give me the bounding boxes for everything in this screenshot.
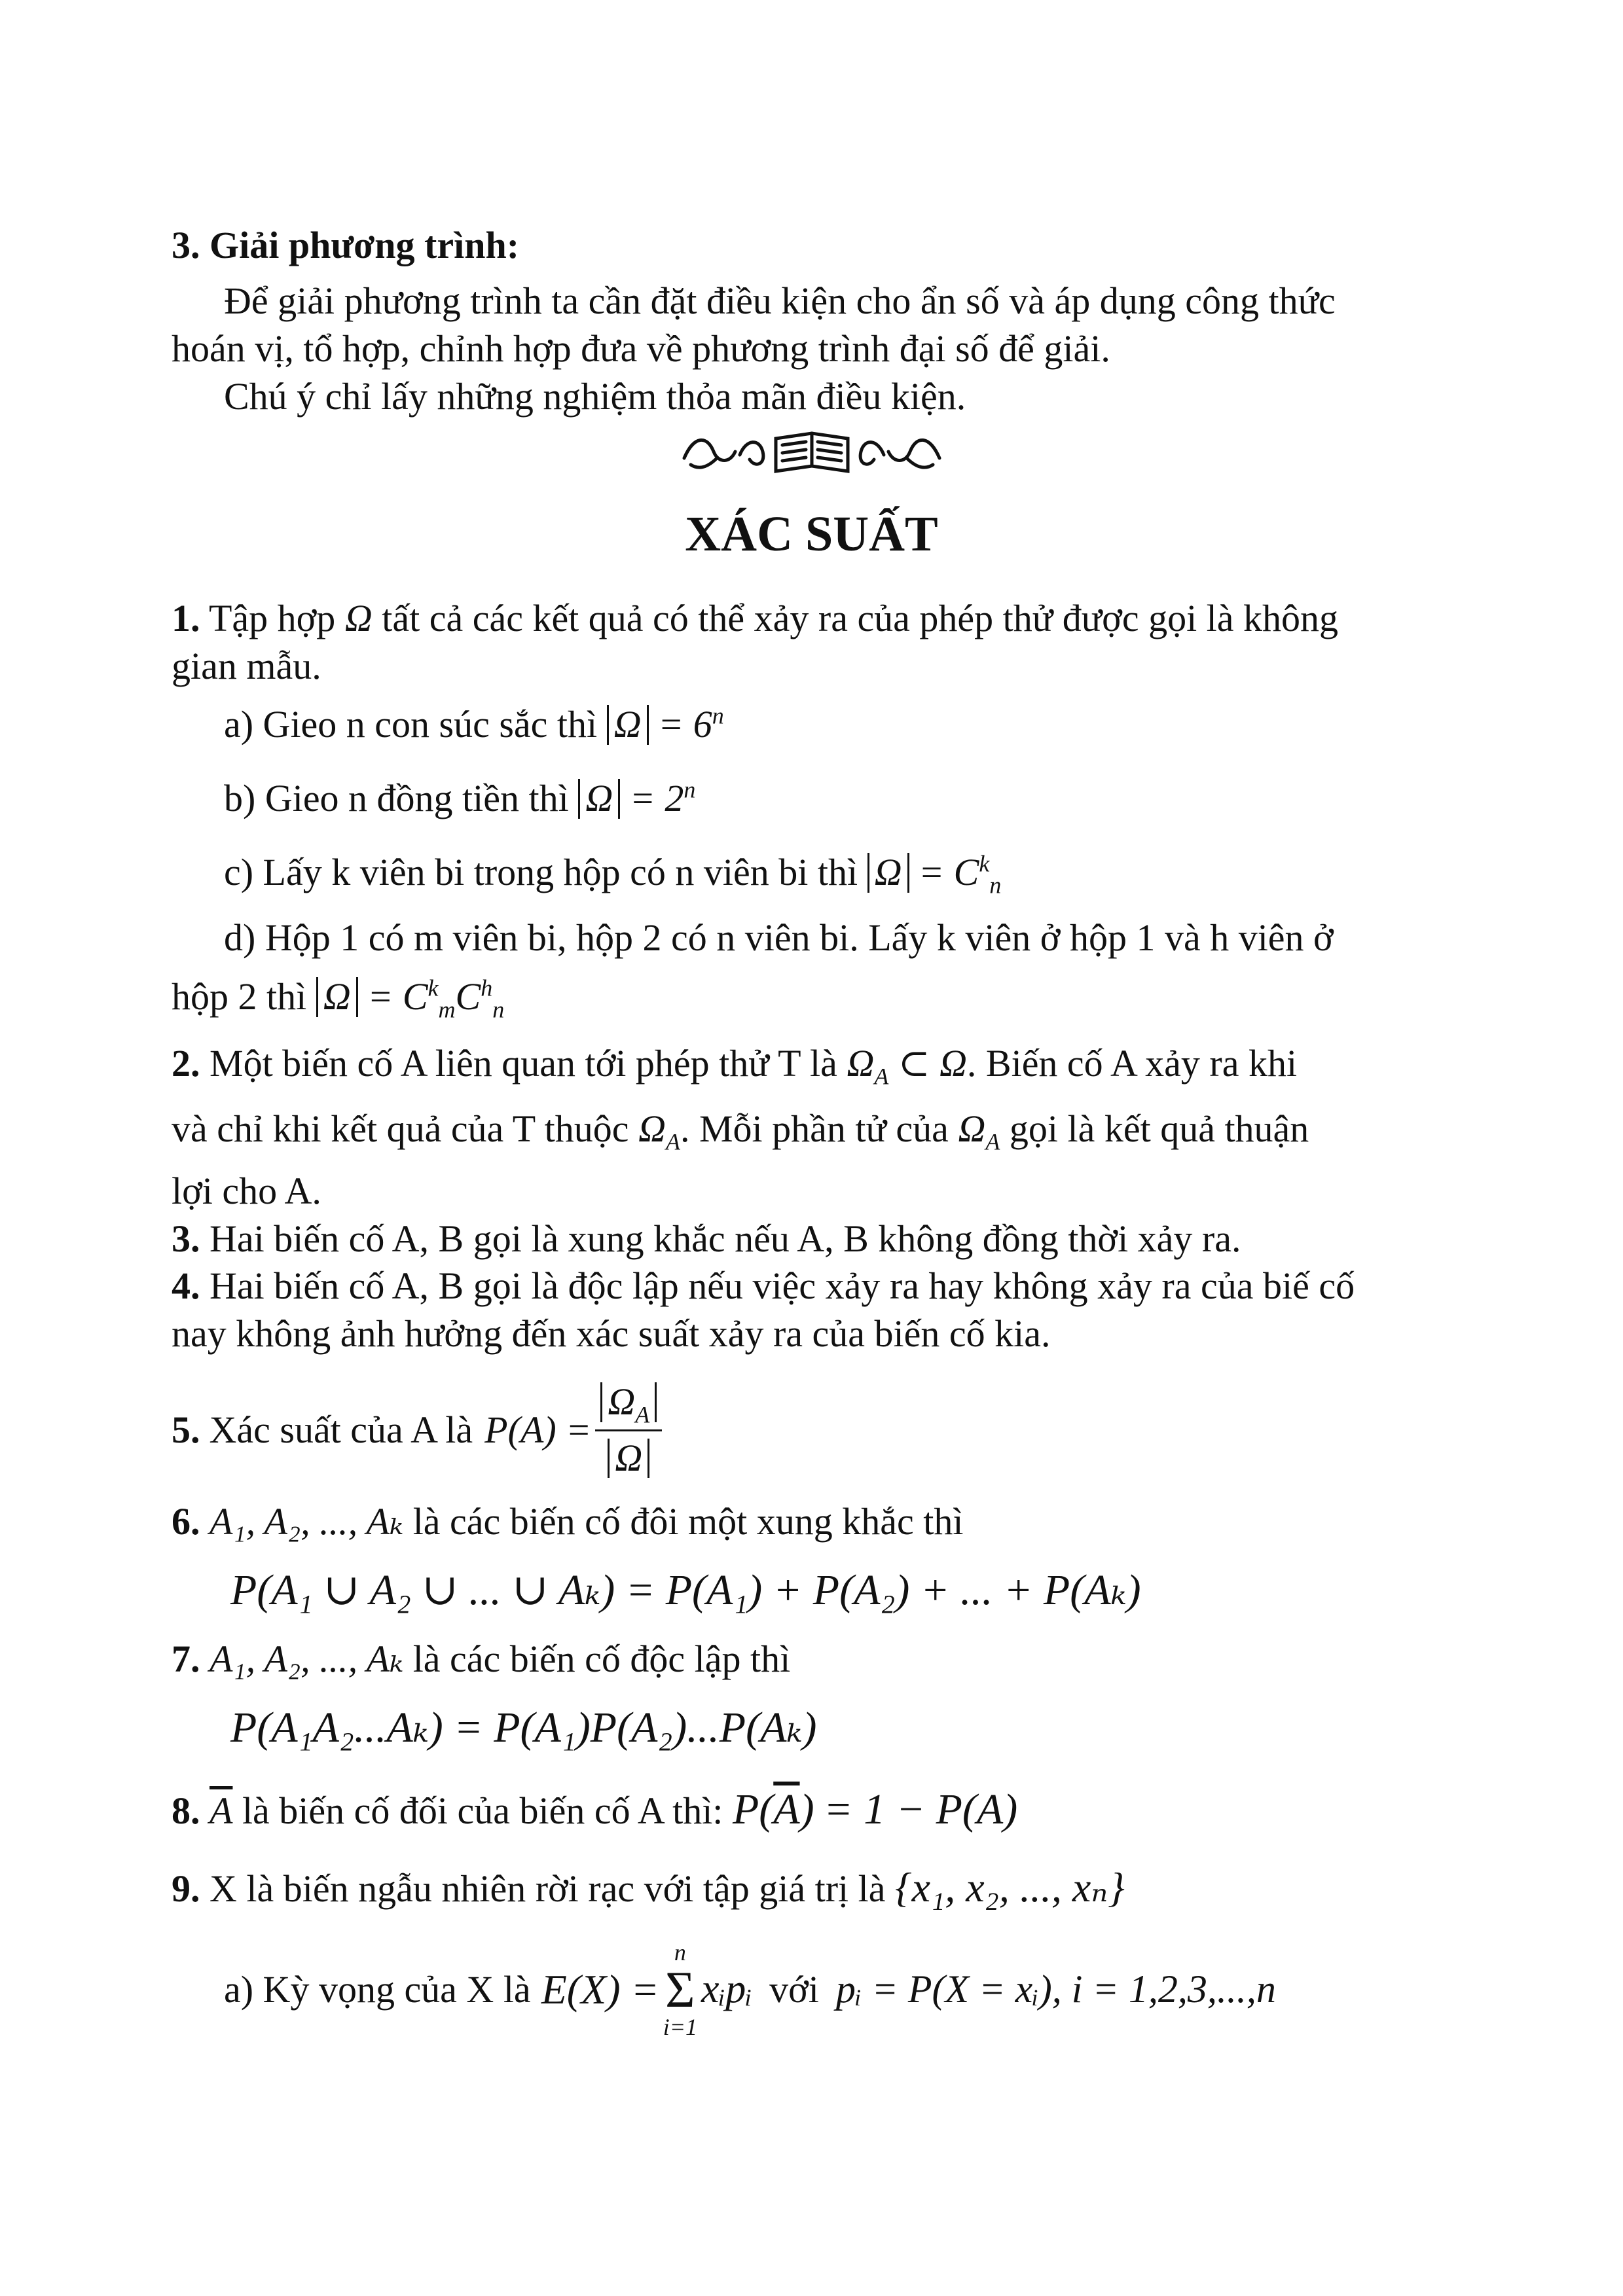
subscript: A [635,1401,650,1428]
item-text: c) Lấy k viên bi trong hộp có n viên bi thì [224,851,858,893]
item-2-line-2 [172,1106,1455,1153]
omega-symbol: Ω [847,1042,875,1085]
item-text: Hai biến cố A, B gọi là độc lập nếu việc xảy ra hay không xảy ra của biế cố [210,1265,1355,1307]
omega-cardinality: Ω [578,779,620,819]
subscript: A [665,1128,680,1155]
complement-event: $\overline{A}$ [773,1785,800,1833]
item-text: gọi là kết quả thuận [1009,1107,1309,1150]
item-9a [172,1931,1507,2049]
omega-cardinality: Ω [316,977,358,1017]
item-text: Một biến cố A liên quan tới phép thử T là [210,1042,837,1085]
probability-fraction [595,1379,662,1482]
item-text: với [769,1967,819,2011]
item-1d-line-1 [172,915,1507,961]
section-3-paragraph-line-1 [172,278,1507,325]
item-2-line-1: 2. Một biến cố A liên quan tới phép thử T là $\Omega_A$ ⊂ Ω. Biến cố A xảy ra khi [172,1042,1298,1090]
omega-symbol: Ω [958,1107,986,1150]
item-number: 4. [172,1265,200,1307]
item-text: tất cả các kết quả có thể xảy ra của phép thử được gọi là không [382,597,1339,639]
item-9-line-1 [172,1862,1455,1913]
omega-symbol: Ω [608,1439,649,1479]
item-1a [172,702,1507,748]
item-text: b) Gieo n đồng tiền thì [224,777,569,819]
item-6-line-1 [172,1499,1455,1545]
section-3-paragraph-line-2 [172,326,1455,372]
item-text: lợi cho A. [172,1170,321,1212]
formula: = C [919,851,979,893]
superscript: h [481,975,493,1001]
complement-event: $\overline{A}$ [210,1789,233,1832]
item-text: a) Kỳ vọng của X là [224,1967,531,2011]
omega-symbol: Ω [638,1107,666,1150]
paragraph-text: Để giải phương trình ta cần đặt điều kiện cho ẩn số và áp dụng công thức [224,279,1336,322]
item-7-line-1 [172,1636,1455,1683]
item-text: Hai biến cố A, B gọi là xung khắc nếu A, B không đồng thời xảy ra. [210,1217,1241,1260]
formula: pᵢ = P(X = xᵢ), i = 1,2,3,...,n [835,1967,1276,2011]
events-list: A₁, A₂, ..., Aₖ [210,1500,404,1543]
item-5 [172,1368,1455,1492]
item-1-line-2 [172,643,1455,690]
item-6-formula [172,1564,1514,1617]
paragraph-text: hoán vị, tổ hợp, chỉnh hợp đưa về phương trình đại số để giải. [172,327,1110,370]
item-text: là các biến cố đôi một xung khắc thì [412,1500,964,1543]
subscript: n [989,872,1002,899]
item-number: 5. [172,1408,200,1451]
exponent: n [712,702,724,729]
sum-lower-limit: i=1 [663,2014,697,2040]
section-3-heading [172,223,1455,269]
item-number: 6. [172,1500,200,1543]
formula: P(A) = [484,1408,592,1451]
item-1b [172,776,1507,822]
item-number: 1. [172,597,200,639]
item-number: 2. [172,1042,200,1085]
item-text: Xác suất của A là [209,1408,473,1451]
item-text: nay không ảnh hưởng đến xác suất xảy ra của biến cố kia. [172,1312,1051,1355]
value-set: {x₁, x₂, ..., xₙ} [895,1864,1125,1910]
omega-symbol: Ω [608,1380,636,1423]
subscript: A [874,1063,889,1090]
formula: = 2 [629,777,684,819]
omega-cardinality: Ω [607,705,649,745]
item-text: là biến cố đối của biến cố A thì: [242,1789,723,1832]
item-number: 7. [172,1638,200,1680]
item-text: và chỉ khi kết quả của T thuộc [172,1107,629,1150]
subscript: n [492,996,505,1023]
item-number: 3. [172,1217,200,1260]
formula: = C [367,975,428,1018]
page-title: XÁC SUẤT [685,507,938,562]
item-text: a) Gieo n con súc sắc thì [224,703,598,745]
paragraph-text: Chú ý chỉ lấy những nghiệm thỏa mãn điều kiện. [224,375,966,418]
formula: C [455,975,481,1018]
subscript: m [438,996,456,1023]
item-text: Tập hợp [208,597,336,639]
formula: E(X) = [541,1965,659,2013]
item-1d-line-2 [172,974,1455,1023]
section-heading: 3. Giải phương trình: [172,224,520,266]
formula: = 1 − P(A) [824,1785,1018,1833]
formula: P(A₁ ∪ A₂ ∪ ... ∪ Aₖ) = P(A₁) + P(A₂) + ... + P(Aₖ) [230,1566,1141,1614]
omega-cardinality: Ω [867,853,909,893]
superscript: k [428,975,439,1001]
item-text: . Biến cố A xảy ra khi [966,1042,1298,1085]
exponent: n [684,776,696,803]
subscript: A [985,1128,1000,1155]
item-1c [172,850,1507,899]
item-1-line-1 [172,596,1455,642]
formula: = 6 [658,703,712,745]
events-list: A₁, A₂, ..., Aₖ [210,1638,404,1680]
item-text: . Mỗi phần tử của [680,1107,949,1150]
formula: P(A₁A₂...Aₖ) = P(A₁)P(A₂)...P(Aₖ) [230,1704,817,1751]
omega-symbol: Ω [939,1042,967,1085]
item-text: X là biến ngẫu nhiên rời rạc với tập giá trị là [210,1867,886,1910]
sum-upper-limit: n [674,1939,686,1965]
omega-symbol: Ω [344,597,373,639]
item-text: d) Hộp 1 có m viên bi, hộp 2 có n viên bi. Lấy k viên ở hộp 1 và h viên ở [224,916,1334,959]
item-4-line-1 [172,1263,1455,1310]
book-ornament-icon [678,425,946,478]
item-text: là các biến cố độc lập thì [412,1638,791,1680]
item-3 [172,1216,1455,1263]
item-4-line-2 [172,1311,1455,1357]
item-text: hộp 2 thì [172,975,307,1018]
summation [663,1941,697,2039]
formula: xᵢpᵢ [701,1967,753,2012]
item-text: gian mẫu. [172,645,321,687]
item-2-line-3 [172,1168,1455,1215]
superscript: k [979,850,990,877]
section-3-note [172,374,1507,420]
sigma-symbol: Σ [665,1961,695,2018]
item-number: 9. [172,1867,200,1910]
item-7-formula [172,1702,1514,1755]
item-8: 8. $\overline{A}$ là biến cố đối của biến cố A thì: $P(\overline{A}) = 1 - P(A)$ [172,1785,1018,1833]
item-number: 8. [172,1789,200,1832]
